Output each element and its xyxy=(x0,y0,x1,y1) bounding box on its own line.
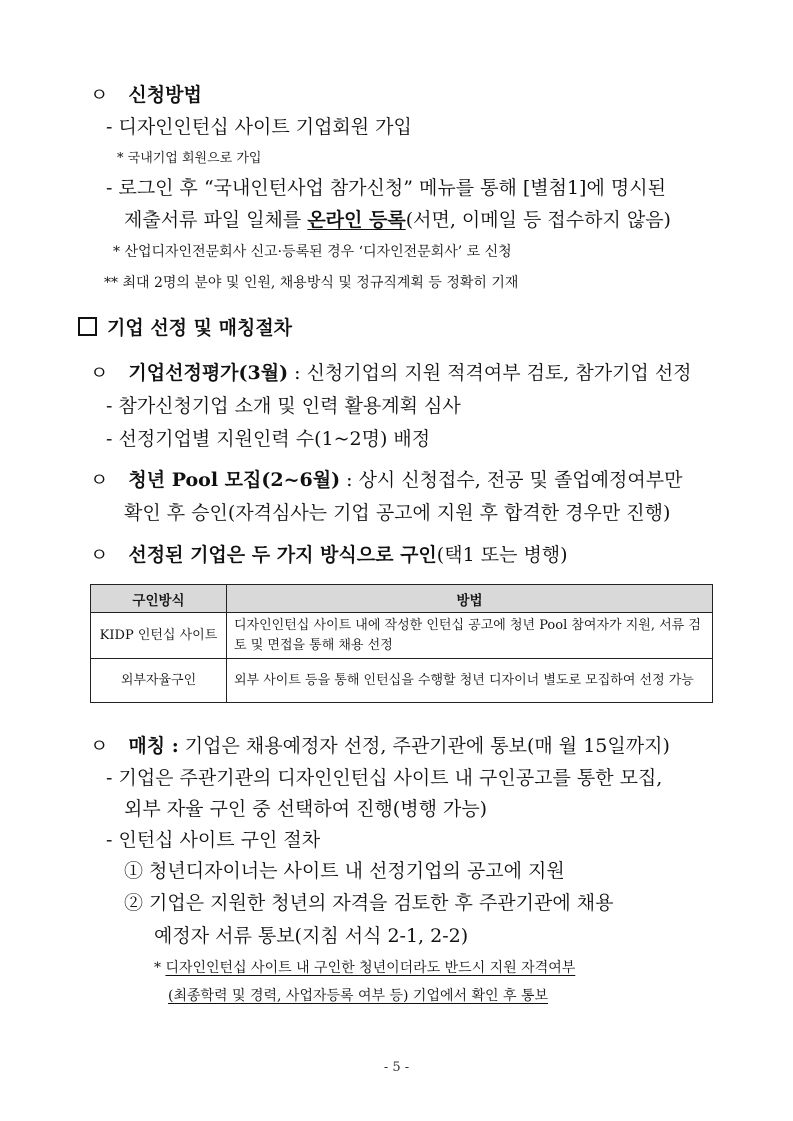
text-line: - 참가신청기업 소개 및 인력 활용계획 심사 xyxy=(106,395,461,417)
text-line: ① 청년디자이너는 사이트 내 선정기업의 공고에 지원 xyxy=(124,860,565,882)
section-heading-application-method xyxy=(90,84,202,107)
text-line: - 인턴십 사이트 구인 절차 xyxy=(106,829,321,851)
circle-bullet: ㅇ xyxy=(90,469,109,491)
table-header-cell: 구인방식 xyxy=(91,585,227,613)
circle-bullet: ㅇ xyxy=(90,544,109,566)
note-line: * 국내기업 회원으로 가입 xyxy=(117,151,262,166)
table-cell-method: 외부자율구인 xyxy=(91,659,227,703)
text-segment: : 상시 신청접수, 전공 및 졸업예정여부만 xyxy=(340,469,683,491)
text-bold: 기업선정평가(3월) xyxy=(128,362,289,384)
text-line: - 디자인인턴십 사이트 기업회원 가입 xyxy=(106,116,412,138)
note-line: ** 최대 2명의 분야 및 인원, 채용방식 및 정규직계획 등 정확히 기재 xyxy=(104,275,519,291)
text-line: - 로그인 후 “국내인턴사업 참가신청” 메뉴를 통해 [별첨1]에 명시된 xyxy=(106,177,666,199)
table-header-cell: 방법 xyxy=(227,585,713,613)
text-segment: (서면, 이메일 등 접수하지 않음) xyxy=(405,209,671,231)
table-cell-description: 디자인인턴십 사이트 내에 작성한 인턴십 공고에 청년 Pool 참여자가 지원, 서류 검토 및 면접을 통해 채용 선정 xyxy=(227,613,713,659)
text-line xyxy=(90,362,692,385)
text-line: ② 기업은 지원한 청년의 자격을 검토한 후 주관기관에 채용 xyxy=(124,892,614,914)
table-header-row xyxy=(91,585,713,613)
text-line xyxy=(90,469,682,492)
heading-text: 기업 선정 및 매칭절차 xyxy=(107,317,293,339)
section-heading-selection-matching xyxy=(78,317,292,340)
text-line: - 선정기업별 지원인력 수(1~2명) 배정 xyxy=(106,428,431,450)
page-number: - 5 - xyxy=(383,1060,410,1075)
text-line xyxy=(124,209,671,232)
text-segment: (택1 또는 병행) xyxy=(436,544,568,566)
text-line xyxy=(90,735,670,758)
text-bold: 청년 Pool 모집(2~6월) xyxy=(128,469,341,491)
circle-bullet: ㅇ xyxy=(90,84,109,106)
circle-bullet: ㅇ xyxy=(90,735,109,757)
note-line xyxy=(154,960,575,977)
text-segment: 제출서류 파일 일체를 xyxy=(124,209,308,231)
text-segment: : 신청기업의 지원 적격여부 검토, 참가기업 선정 xyxy=(288,362,692,384)
text-line: 예정자 서류 통보(지침 서식 2-1, 2-2) xyxy=(154,925,469,947)
table-cell-description: 외부 사이트 등을 통해 인턴십을 수행할 청년 디자이너 별도로 모집하여 선정 가능 xyxy=(227,659,713,703)
heading-text: 신청방법 xyxy=(128,84,202,106)
note-asterisk: * xyxy=(154,960,166,976)
text-bold: 매칭 : xyxy=(128,735,179,757)
underlined-note: (최종학력 및 경력, 사업자등록 여부 등) 기업에서 확인 후 통보 xyxy=(168,988,549,1004)
text-segment: 기업은 채용예정자 선정, 주관기관에 통보(매 월 15일까지) xyxy=(178,735,670,757)
text-line: 확인 후 승인(자격심사는 기업 공고에 지원 후 합격한 경우만 진행) xyxy=(124,502,671,524)
text-line xyxy=(90,544,568,567)
table-row xyxy=(91,659,713,703)
online-registration-emphasis: 온라인 등록 xyxy=(307,209,406,231)
table-row xyxy=(91,613,713,659)
underlined-note: 디자인인턴십 사이트 내 구인한 청년이더라도 반드시 지원 자격여부 xyxy=(165,960,576,976)
recruitment-method-table xyxy=(90,584,713,703)
text-line: - 기업은 주관기관의 디자인인턴십 사이트 내 구인공고를 통한 모집, xyxy=(106,767,663,789)
note-line: * 산업디자인전문회사 신고·등록된 경우 ‘디자인전문회사’ 로 신청 xyxy=(113,244,512,260)
checkbox-square-icon xyxy=(78,317,97,336)
table-cell-method: KIDP 인턴십 사이트 xyxy=(91,613,227,659)
text-bold: 선정된 기업은 두 가지 방식으로 구인 xyxy=(128,544,437,566)
circle-bullet: ㅇ xyxy=(90,362,109,384)
note-line xyxy=(168,988,548,1005)
text-line: 외부 자율 구인 중 선택하여 진행(병행 가능) xyxy=(124,798,488,820)
